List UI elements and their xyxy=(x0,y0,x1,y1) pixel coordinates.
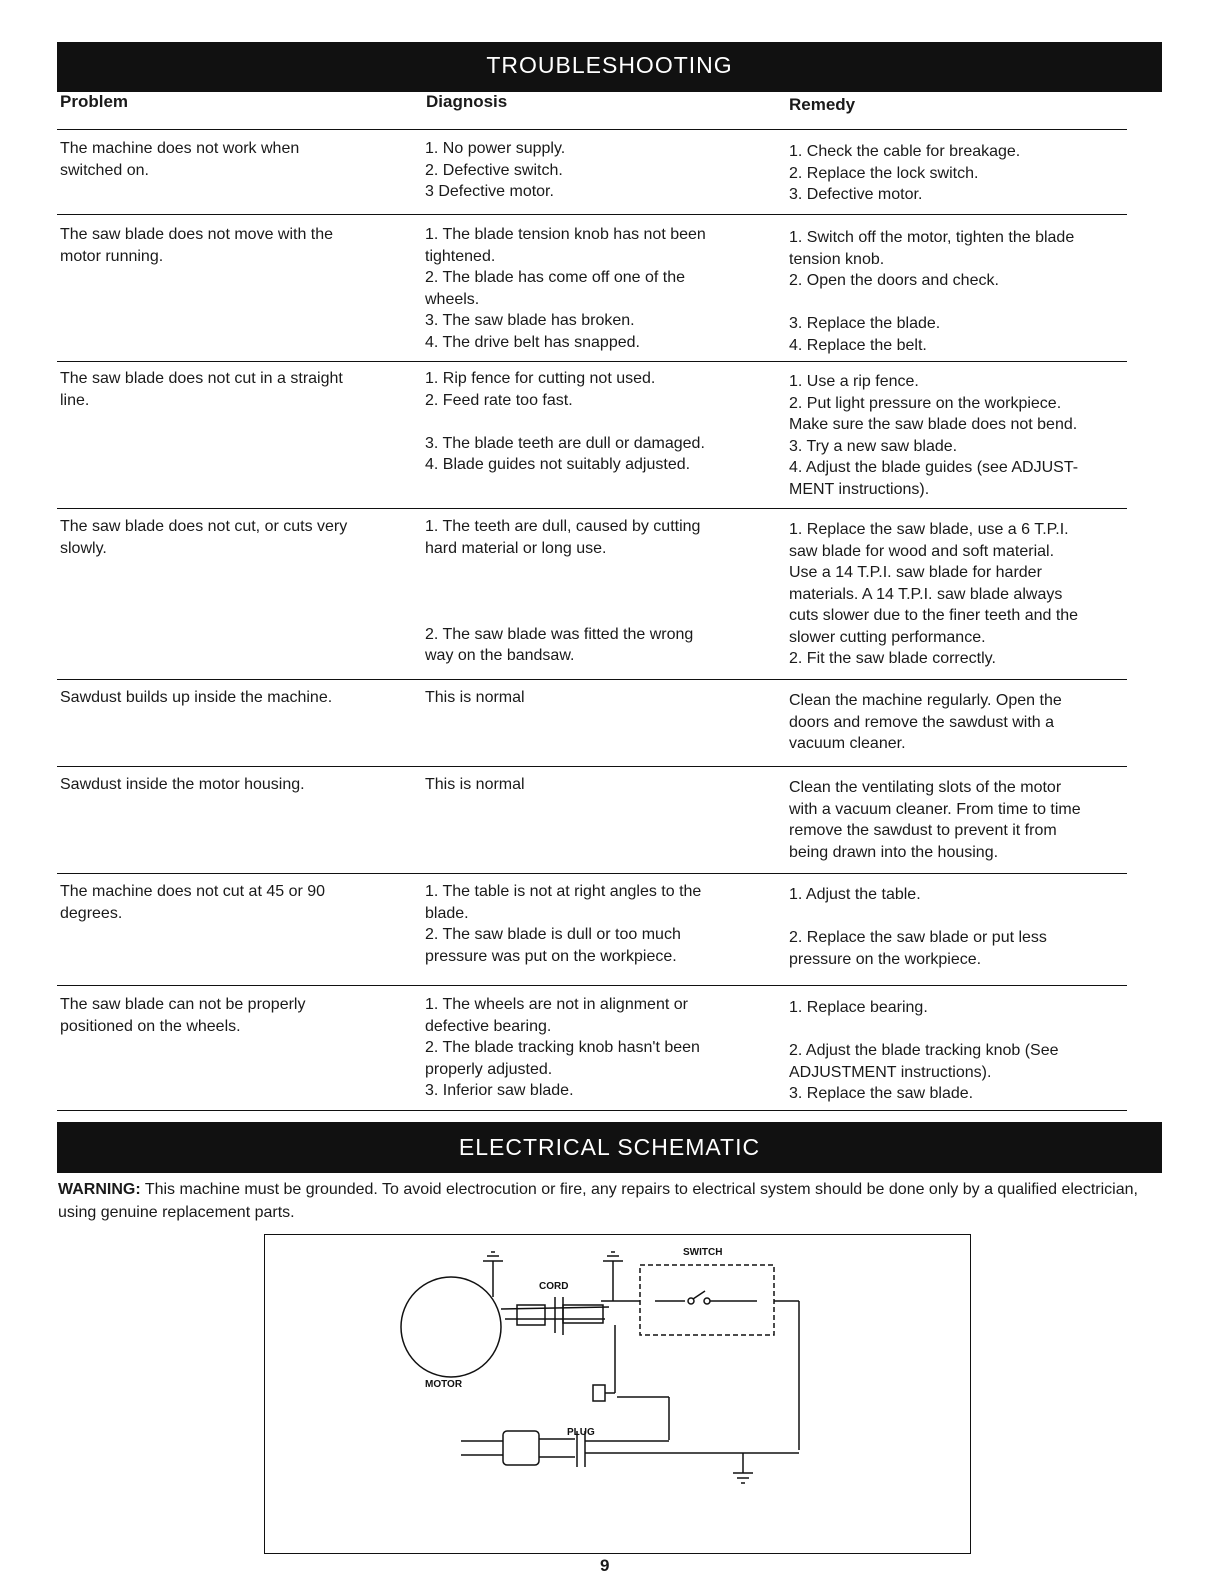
remedy-cell xyxy=(789,141,1020,206)
row-divider xyxy=(57,129,1127,130)
remedy-line: being drawn into the housing. xyxy=(789,843,999,861)
diagnosis-line: way on the bandsaw. xyxy=(425,647,575,664)
diagnosis-cell xyxy=(425,687,525,709)
plug-ground-pin xyxy=(593,1385,605,1401)
remedy-line: ADJUSTMENT instructions). xyxy=(789,1063,992,1081)
remedy-line: Use a 14 T.P.I. saw blade for harder xyxy=(789,564,1042,581)
diagnosis-cell xyxy=(425,516,700,667)
diagnosis-line: 2. The blade has come off one of the xyxy=(425,269,686,286)
diagnosis-line: 4. The drive belt has snapped. xyxy=(425,333,640,351)
diagnosis-line: properly adjusted. xyxy=(425,1060,553,1078)
row-divider xyxy=(57,679,1127,680)
remedy-line: Make sure the saw blade does not bend. xyxy=(789,416,1078,433)
remedy-line: 1. Replace bearing. xyxy=(789,999,928,1016)
page-number: 9 xyxy=(600,1556,610,1575)
plug-body xyxy=(503,1431,539,1465)
problem-line: Sawdust builds up inside the machine. xyxy=(60,689,333,706)
remedy-line: materials. A 14 T.P.I. saw blade always xyxy=(789,585,1063,603)
remedy-line: 3. Replace the blade. xyxy=(789,315,941,332)
diagnosis-line: 1. The wheels are not in alignment or xyxy=(425,996,688,1013)
cord-label: CORD xyxy=(539,1281,569,1292)
remedy-line: 4. Adjust the blade guides (see ADJUST- xyxy=(789,459,1079,476)
plug-label: PLUG xyxy=(567,1427,595,1438)
remedy-line: 3. Defective motor. xyxy=(789,186,923,203)
remedy-cell xyxy=(789,997,1059,1105)
switch-label: SWITCH xyxy=(683,1247,723,1258)
remedy-cell xyxy=(789,884,1047,970)
diagnosis-line: defective bearing. xyxy=(425,1017,552,1035)
remedy-line: 4. Replace the belt. xyxy=(789,336,927,354)
warning-text: This machine must be grounded. To avoid electrocution or fire, any repairs to electrical system should be done only by a qualified electrician, using genuine replacement parts. xyxy=(58,1181,1138,1221)
remedy-line: vacuum cleaner. xyxy=(789,735,906,752)
remedy-line: 2. Adjust the blade tracking knob (See xyxy=(789,1042,1059,1059)
remedy-line: doors and remove the sawdust with a xyxy=(789,713,1055,731)
diagnosis-line: 4. Blade guides not suitably adjusted. xyxy=(425,456,691,473)
motor-symbol xyxy=(401,1277,501,1377)
row-divider xyxy=(57,1110,1127,1111)
diagnosis-line: 1. The teeth are dull, caused by cutting xyxy=(425,518,701,535)
electrical-schematic-banner: ELECTRICAL SCHEMATIC xyxy=(57,1122,1162,1173)
remedy-line: 2. Open the doors and check. xyxy=(789,272,999,289)
problem-cell xyxy=(60,368,343,411)
remedy-line: 1. Switch off the motor, tighten the blade xyxy=(789,229,1075,246)
row-divider xyxy=(57,873,1127,874)
remedy-line: 1. Adjust the table. xyxy=(789,886,921,903)
remedy-line xyxy=(789,292,1074,314)
problem-line: The saw blade does not cut in a straight xyxy=(60,370,343,387)
diagnosis-line xyxy=(425,559,700,581)
warning-label: WARNING: xyxy=(58,1181,141,1198)
remedy-line: 3. Try a new saw blade. xyxy=(789,437,958,455)
remedy-line: Clean the machine regularly. Open the xyxy=(789,692,1062,709)
problem-cell xyxy=(60,516,347,559)
problem-line: The saw blade does not cut, or cuts very xyxy=(60,518,348,535)
remedy-line: slower cutting performance. xyxy=(789,628,986,646)
diagnosis-line: blade. xyxy=(425,904,469,922)
remedy-line: saw blade for wood and soft material. xyxy=(789,542,1055,560)
diagnosis-line: 3 Defective motor. xyxy=(425,183,554,200)
diagnosis-line xyxy=(425,581,700,603)
remedy-line: Clean the ventilating slots of the motor xyxy=(789,779,1062,796)
warning-notice xyxy=(58,1178,1138,1224)
diagnosis-line: 1. The blade tension knob has not been xyxy=(425,226,706,243)
diagnosis-line: 1. Rip fence for cutting not used. xyxy=(425,370,656,387)
problem-line: degrees. xyxy=(60,904,123,922)
remedy-line: cuts slower due to the finer teeth and the xyxy=(789,607,1079,624)
row-divider xyxy=(57,766,1127,767)
problem-line: motor running. xyxy=(60,247,164,265)
diagnosis-line: 2. The blade tracking knob hasn't been xyxy=(425,1039,700,1056)
diagnosis-cell xyxy=(425,994,700,1102)
problem-line: The machine does not work when xyxy=(60,140,300,157)
diagnosis-line: 1. The table is not at right angles to the xyxy=(425,883,702,900)
switch-box xyxy=(640,1265,774,1335)
remedy-line: remove the sawdust to prevent it from xyxy=(789,822,1057,839)
diagnosis-line: 3. The blade teeth are dull or damaged. xyxy=(425,434,705,452)
diagnosis-line: This is normal xyxy=(425,689,525,706)
problem-line: Sawdust inside the motor housing. xyxy=(60,776,305,793)
diagnosis-line: 2. Defective switch. xyxy=(425,161,563,179)
diagnosis-cell xyxy=(425,138,565,203)
remedy-cell xyxy=(789,777,1081,863)
remedy-line: 1. Check the cable for breakage. xyxy=(789,143,1021,160)
remedy-line: 3. Replace the saw blade. xyxy=(789,1085,974,1102)
diagnosis-line xyxy=(425,602,700,624)
diagnosis-line: 2. Feed rate too fast. xyxy=(425,391,573,409)
diagnosis-line: 2. The saw blade was fitted the wrong xyxy=(425,625,694,643)
problem-line: The saw blade does not move with the xyxy=(60,226,334,243)
row-divider xyxy=(57,508,1127,509)
diagnosis-line: wheels. xyxy=(425,290,480,308)
problem-cell xyxy=(60,687,332,709)
diagnosis-cell xyxy=(425,881,701,967)
diagnosis-line: pressure was put on the workpiece. xyxy=(425,947,677,965)
diagnosis-line: tightened. xyxy=(425,247,496,265)
remedy-line xyxy=(789,906,1047,928)
row-divider xyxy=(57,985,1127,986)
diagnosis-line: hard material or long use. xyxy=(425,539,607,557)
remedy-line: 2. Fit the saw blade correctly. xyxy=(789,650,996,667)
remedy-line: 2. Replace the saw blade or put less xyxy=(789,929,1047,946)
diagnosis-cell xyxy=(425,224,706,353)
diagnosis-column-header: Diagnosis xyxy=(426,92,508,111)
remedy-cell xyxy=(789,519,1078,670)
problem-line: slowly. xyxy=(60,539,107,557)
diagnosis-line: 2. The saw blade is dull or too much xyxy=(425,926,681,943)
remedy-line: 2. Replace the lock switch. xyxy=(789,164,979,182)
remedy-line: with a vacuum cleaner. From time to time xyxy=(789,800,1081,818)
schematic-drawing xyxy=(265,1235,972,1555)
remedy-cell xyxy=(789,690,1062,755)
remedy-column-header: Remedy xyxy=(789,95,856,114)
remedy-cell xyxy=(789,371,1078,500)
motor-label: MOTOR xyxy=(425,1379,463,1390)
remedy-line: pressure on the workpiece. xyxy=(789,950,982,968)
problem-cell xyxy=(60,224,333,267)
remedy-cell xyxy=(789,227,1074,356)
problem-cell xyxy=(60,774,305,796)
troubleshooting-banner: TROUBLESHOOTING xyxy=(57,42,1162,92)
remedy-line xyxy=(789,1019,1059,1041)
diagnosis-cell xyxy=(425,368,705,476)
diagnosis-line: 1. No power supply. xyxy=(425,140,566,157)
diagnosis-line: This is normal xyxy=(425,776,525,793)
problem-line: positioned on the wheels. xyxy=(60,1017,241,1035)
electrical-schematic-diagram xyxy=(264,1234,971,1554)
problem-line: The saw blade can not be properly xyxy=(60,996,306,1013)
diagnosis-line: 3. Inferior saw blade. xyxy=(425,1082,574,1099)
problem-line: The machine does not cut at 45 or 90 xyxy=(60,883,326,900)
problem-cell xyxy=(60,138,299,181)
problem-cell xyxy=(60,881,325,924)
remedy-line: 1. Use a rip fence. xyxy=(789,373,919,390)
problem-line: switched on. xyxy=(60,161,149,179)
row-divider xyxy=(57,214,1127,215)
diagnosis-line: 3. The saw blade has broken. xyxy=(425,312,635,329)
problem-cell xyxy=(60,994,305,1037)
diagnosis-line xyxy=(425,411,705,433)
remedy-line: 1. Replace the saw blade, use a 6 T.P.I. xyxy=(789,521,1069,538)
problem-column-header: Problem xyxy=(60,92,129,111)
remedy-line: 2. Put light pressure on the workpiece. xyxy=(789,394,1062,412)
diagnosis-cell xyxy=(425,774,525,796)
remedy-line: tension knob. xyxy=(789,250,885,268)
row-divider xyxy=(57,361,1127,362)
remedy-line: MENT instructions). xyxy=(789,480,930,498)
problem-line: line. xyxy=(60,391,90,409)
